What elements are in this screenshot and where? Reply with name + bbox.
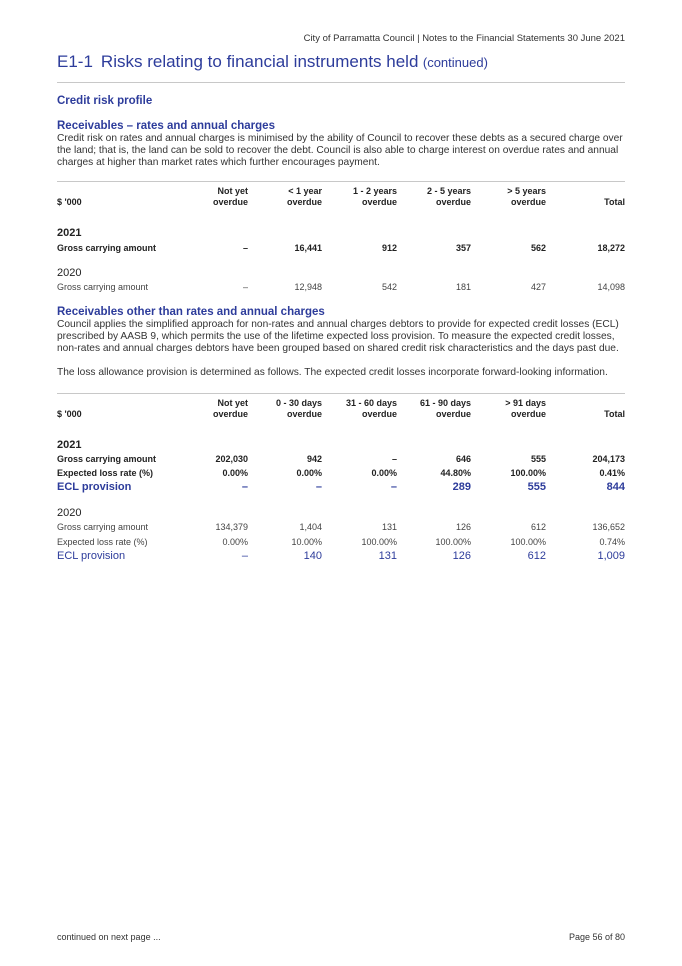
rates-receivables-paragraph: Credit risk on rates and annual charges is minimised by the ability of Council to recover these debts as a secured charge over the land; that is, the land can be sold to recover the debt. Council is also able to charge interest on overdue rates and annual charges at higher than market rates which further encourages payment. — [57, 133, 623, 168]
rates-receivables-heading: Receivables – rates and annual charges — [57, 120, 275, 132]
table-row — [57, 239, 625, 257]
table-cell: 555 — [527, 480, 546, 493]
row-label: Gross carrying amount — [57, 522, 149, 532]
table-row — [57, 479, 625, 494]
continued-note: continued on next page ... — [57, 932, 161, 942]
table-row — [57, 466, 625, 479]
table-cell: 0.00% — [296, 467, 322, 478]
table-cell: – — [390, 480, 397, 493]
section-title — [57, 52, 488, 72]
column-header: < 1 year overdue — [286, 186, 322, 207]
table-cell: 14,098 — [597, 282, 625, 292]
table-row — [57, 519, 625, 535]
table-header-row — [57, 396, 625, 420]
column-header: Not yet overdue — [212, 186, 248, 207]
table-row — [57, 535, 625, 548]
year-row — [57, 208, 625, 239]
other-receivables-table — [57, 396, 625, 563]
table-cell: – — [242, 243, 248, 253]
column-header: 1 - 2 years overdue — [352, 186, 397, 207]
year-label: 2020 — [57, 267, 82, 279]
table-cell: 844 — [606, 480, 625, 493]
table-cell: 427 — [530, 282, 546, 292]
table-cell: 357 — [455, 243, 471, 253]
column-header: Not yet overdue — [212, 398, 248, 419]
table-cell: 0.00% — [222, 536, 248, 547]
column-header: 31 - 60 days overdue — [345, 398, 397, 419]
running-header: City of Parramatta Council | Notes to the Financial Statements 30 June 2021 — [303, 33, 625, 44]
unit-header: $ '000 — [57, 197, 82, 207]
table-cell: 16,441 — [294, 243, 322, 253]
table-cell: – — [241, 480, 248, 493]
table-cell: 1,404 — [299, 522, 322, 532]
table-cell: 126 — [455, 522, 471, 532]
table-cell: – — [315, 480, 322, 493]
table-cell: – — [242, 282, 248, 292]
year-row — [57, 257, 625, 279]
rates-receivables-table — [57, 184, 625, 295]
row-label: ECL provision — [57, 549, 126, 562]
table-cell: 912 — [381, 243, 397, 253]
column-header: > 91 days overdue — [505, 398, 546, 419]
year-label: 2021 — [57, 439, 82, 451]
table-cell: – — [241, 549, 248, 562]
row-label: Gross carrying amount — [57, 243, 157, 253]
table-cell: 100.00% — [510, 467, 546, 478]
table-cell: 44.80% — [440, 467, 471, 478]
table-header-row — [57, 184, 625, 208]
table-cell: 126 — [452, 549, 471, 562]
rates-table-top-rule — [57, 181, 625, 182]
table-cell: 612 — [527, 549, 546, 562]
table-cell: 0.00% — [222, 467, 248, 478]
table-cell: 0.41% — [599, 467, 625, 478]
table-cell: 646 — [455, 453, 471, 464]
other-table-top-rule — [57, 393, 625, 394]
table-cell: 204,173 — [592, 453, 625, 464]
table-cell: 18,272 — [597, 243, 625, 253]
table-cell: 131 — [378, 549, 397, 562]
table-cell: 136,652 — [592, 522, 625, 532]
column-header: 2 - 5 years overdue — [426, 186, 471, 207]
table-cell: 100.00% — [435, 536, 471, 547]
table-cell: 140 — [303, 549, 322, 562]
unit-header: $ '000 — [57, 409, 82, 419]
table-cell: 562 — [530, 243, 546, 253]
other-receivables-paragraph: Council applies the simplified approach for non-rates and annual charges debtors to provide for expected credit losses (ECL) prescribed by AASB 9, which permits the use of the lifetime expected loss provision. To measure the expected credit losses, non-rates and annual charges debtors have been grouped based on shared credit risk characteristics and the days past due. — [57, 319, 619, 354]
title-divider — [57, 82, 625, 83]
table-cell: 202,030 — [215, 453, 248, 464]
row-label: Expected loss rate (%) — [57, 467, 154, 478]
column-header: Total — [604, 197, 625, 207]
column-header: 61 - 90 days overdue — [419, 398, 471, 419]
table-cell: – — [391, 453, 397, 464]
table-cell: 181 — [455, 282, 471, 292]
other-receivables-heading: Receivables other than rates and annual charges — [57, 306, 325, 318]
year-label: 2020 — [57, 507, 82, 519]
row-label: Gross carrying amount — [57, 282, 149, 292]
table-cell: 0.00% — [371, 467, 397, 478]
table-cell: 1,009 — [597, 549, 625, 562]
table-cell: 131 — [381, 522, 397, 532]
table-cell: 10.00% — [291, 536, 322, 547]
table-row — [57, 451, 625, 466]
table-cell: 289 — [452, 480, 471, 493]
table-row — [57, 279, 625, 295]
credit-risk-heading: Credit risk profile — [57, 95, 153, 107]
table-row — [57, 548, 625, 563]
table-cell: 542 — [381, 282, 397, 292]
table-cell: 100.00% — [510, 536, 546, 547]
table-cell: 100.00% — [361, 536, 397, 547]
table-cell: 134,379 — [215, 522, 248, 532]
table-cell: 612 — [530, 522, 546, 532]
row-label: ECL provision — [57, 480, 132, 493]
table-cell: 555 — [530, 453, 546, 464]
year-row — [57, 494, 625, 519]
page-number: Page 56 of 80 — [568, 932, 625, 942]
row-label: Expected loss rate (%) — [57, 536, 148, 547]
table-cell: 942 — [306, 453, 322, 464]
loss-allowance-paragraph: The loss allowance provision is determined as follows. The expected credit losses incorporate forward-looking information. — [57, 367, 608, 378]
year-label: 2021 — [57, 227, 82, 239]
section-title-text: Risks relating to financial instruments held — [100, 52, 419, 71]
column-header: > 5 years overdue — [507, 186, 546, 207]
row-label: Gross carrying amount — [57, 453, 157, 464]
table-cell: 12,948 — [294, 282, 322, 292]
column-header: 0 - 30 days overdue — [275, 398, 322, 419]
column-header: Total — [604, 409, 625, 419]
table-cell: 0.74% — [599, 536, 625, 547]
section-title-continued: (continued) — [422, 55, 488, 70]
section-number: E1-1 — [57, 52, 93, 71]
year-row — [57, 420, 625, 451]
